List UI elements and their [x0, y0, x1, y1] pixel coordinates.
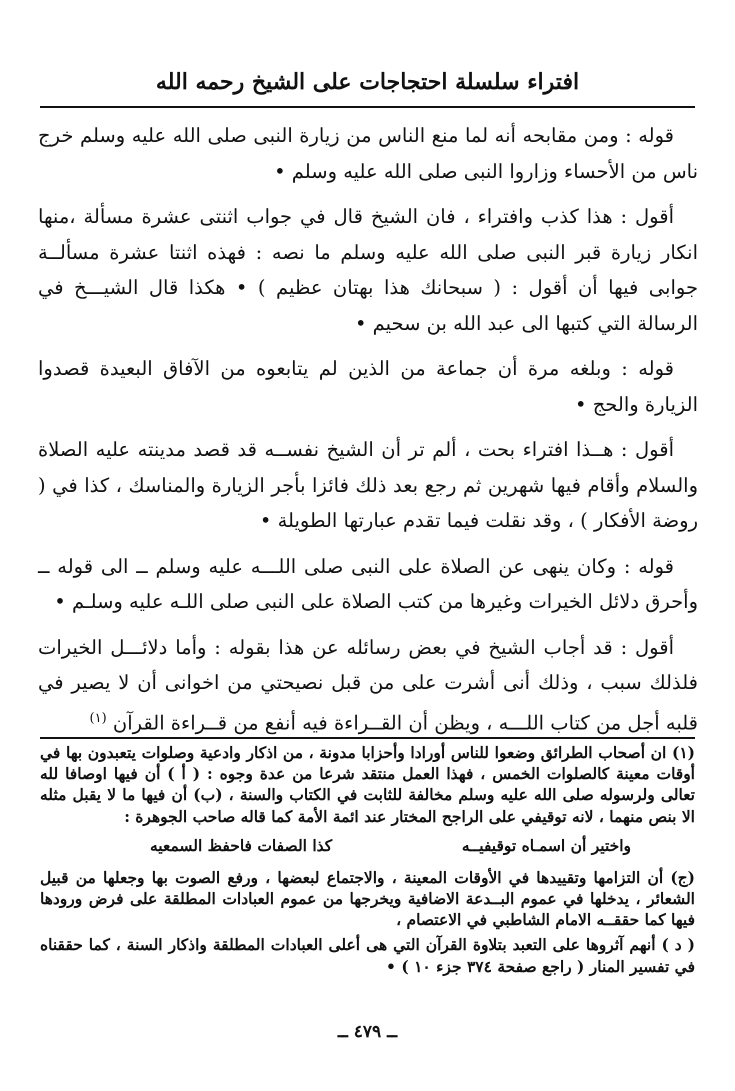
paragraph-6 [38, 630, 698, 741]
running-header: افتراء سلسلة احتجاجات على الشيخ رحمه الله [155, 69, 580, 95]
paragraph-6-text: أقول : قد أجاب الشيخ في بعض رسائله عن هذا بقوله : وأما دلائـــل الخيرات فلذلك سبب ، وذلك أنى أشرت على من قبل نصيحتي من اخوانى أن لا يصير في قلبه أجل من كتاب اللـــه ، ويظن أن القــراءة فيه أنفع من قــراءة القرآن [38, 635, 698, 734]
paragraph-5: قوله : وكان ينهى عن الصلاة على النبى صلى اللـــه عليه وسلم ــ الى قوله ــ وأحرق دلائل الخيرات وغيرها من كتب الصلاة على النبى صلى اللـه عليه وسلـم • [38, 554, 698, 613]
verse-hemistich-1: واختير أن اسمـاه توقيفيــه [461, 835, 631, 855]
header-divider [40, 106, 695, 108]
page-number: ــ ٤٧٩ ــ [337, 1022, 398, 1042]
verse-hemistich-2: كذا الصفات فاحفظ السمعيه [150, 835, 333, 855]
paragraph-3: قوله : وبلغه مرة أن جماعة من الذين لم يتابعوه من الآفاق البعيدة قصدوا الزيارة والحج • [38, 357, 698, 416]
footnote-1: (١) ان أصحاب الطرائق وضعوا للناس أورادا وأحزابا مدونة ، من اذكار وادعية وصلوات يتعبدون بها في أوقات معينة كالصلوات الخمس ، فهذا العمل منتقد شرعا من عدة وجوه : ( أ ) أن فيها اوصافا لله تعالى ولرسوله صلى الله عليه وسلم مخالفة للثابت في الكتاب والسنة ، (ب) أن فيها ما لا يقبل مثله الا بنص منهما ، لانه توقيفي على الراجح المختار عند ائمة الأمة كما قاله صاحب الجوهرة : [40, 743, 695, 826]
paragraph-4: أقول : هــذا افتراء بحت ، ألم تر أن الشيخ نفســه قد قصد مدينته عليه الصلاة والسلام وأقام فيها شهرين ثم رجع بعد ذلك فائزا بأجر الزيارة والمناسك ، كذا في ( روضة الأفكار ) ، وقد نقلت فيما تقدم عبارتها الطويلة • [38, 438, 698, 532]
paragraph-1: قوله : ومن مقابحه أنه لما منع الناس من زيارة النبى صلى الله عليه وسلم خرج ناس من الأحساء وزاروا النبى صلى الله عليه وسلم • [38, 124, 698, 183]
footnote-point-c: (ج) أن التزامها وتقييدها في الأوقات المعينة ، والاجتماع لبعضها ، ورفع الصوت بها وجعلها من قبيل الشعائر ، يدخلها في عموم البــدعة الاضافية ويخرجها من عموم العبادات المطلقة على فرض ورودها فيها كما حققــه الامام الشاطبي في الاعتصام ، [40, 867, 695, 930]
paragraph-2: أقول : هذا كذب وافتراء ، فان الشيخ قال في جواب اثنتى عشرة مسألة ،منها انكار زيارة قبر النبى صلى الله عليه وسلم ما نصه : فهذه اثنتا عشرة مسألــة جوابى فيها أن أقول : ( سبحانك هذا بهتان عظيم ) • هكذا قال الشيـــخ في الرسالة التي كتبها الى عبد الله بن سحيم • [38, 205, 698, 335]
footnote-point-d: ( د ) أنهم آثروها على التعبد بتلاوة القرآن التي هى أعلى العبادات المطلقة واذكار السنة ، كما حققناه في تفسير المنار ( راجع صفحة ٣٧٤ جزء ١٠ ) • [40, 935, 695, 976]
footnote-divider [40, 737, 695, 739]
main-text [38, 118, 698, 751]
footnote-reference: (١) [89, 710, 107, 726]
footnotes [40, 742, 695, 981]
poem-verse [40, 833, 695, 859]
